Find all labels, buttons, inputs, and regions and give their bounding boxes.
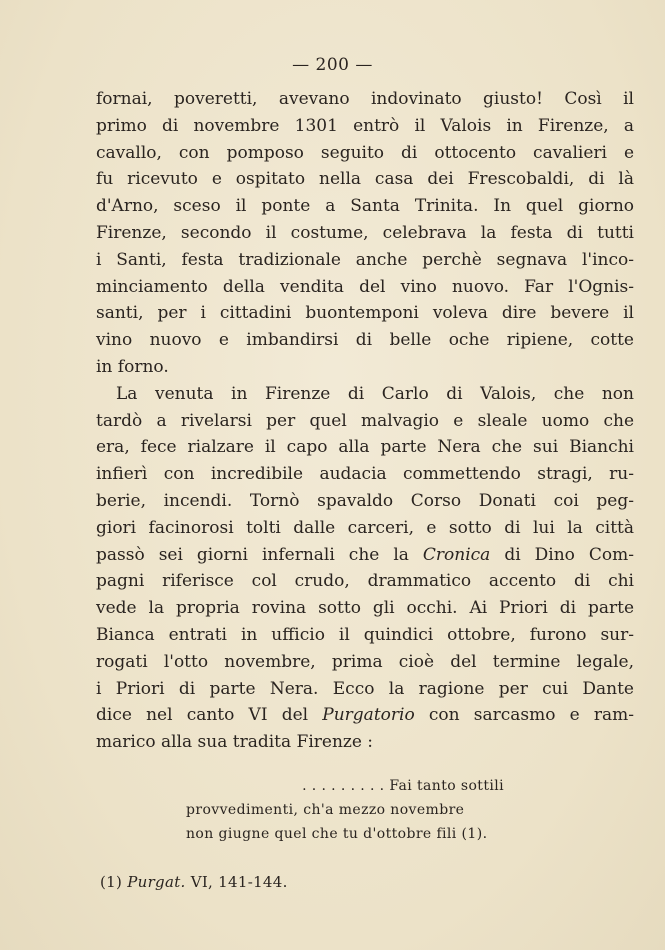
verse-line: provvedimenti, ch'a mezzo novembre <box>186 802 465 818</box>
text-line: infierì con incredibile audacia commettendo stragi, ru- <box>96 464 634 485</box>
text-line: tardò a rivelarsi per quel malvagio e sleale uomo che <box>96 410 634 431</box>
text-line: santi, per i cittadini buontemponi voleva dire bevere il <box>96 303 634 324</box>
verse-quotation <box>186 774 526 846</box>
line-start: passò sei giorni infernali che la <box>96 544 409 565</box>
footnote-marker: (1) <box>100 873 123 891</box>
footnote-work: Purgat. <box>127 873 186 891</box>
text-line-with-italic <box>96 542 634 569</box>
text-line: primo di novembre 1301 entrò il Valois in Firenze, a <box>96 115 634 136</box>
text-line: i Santi, festa tradizionale anche perchè segnava l'inco- <box>96 249 634 270</box>
text-line: fornai, poveretti, avevano indovinato giusto! Così il <box>96 89 634 109</box>
text-line: giori facinorosi tolti dalle carceri, e sotto di lui la città <box>96 517 634 538</box>
text-line: minciamento della vendita del vino nuovo. Far l'Ognis- <box>96 276 634 297</box>
paragraph-1 <box>96 86 634 381</box>
text-line: d'Arno, sceso il ponte a Santa Trinita. In quel giorno <box>96 196 634 217</box>
line-end: con sarcasmo e ram- <box>428 705 635 726</box>
text-line: vino nuovo e imbandirsi di belle oche ripiene, cotte <box>96 330 634 351</box>
text-line-with-italic <box>96 702 634 729</box>
text-line: cavallo, con pomposo seguito di ottocento cavalieri e <box>96 142 634 163</box>
verse-line: non giugne quel che tu d'ottobre fili (1). <box>186 826 488 842</box>
body-text <box>96 86 634 756</box>
line-end: di Dino Com- <box>504 544 634 565</box>
footnote <box>100 873 288 891</box>
text-line: Firenze, secondo il costume, celebrava la festa di tutti <box>96 222 634 243</box>
line-start: dice nel canto VI del <box>96 705 309 726</box>
text-line: vede la propria rovina sotto gli occhi. Ai Priori di parte <box>96 598 634 619</box>
text-line: era, fece rialzare il capo alla parte Nera che sui Bianchi <box>96 437 634 458</box>
text-line: fu ricevuto e ospitato nella casa dei Frescobaldi, di là <box>96 169 634 190</box>
text-line: rogati l'otto novembre, prima cioè del termine legale, <box>96 651 634 672</box>
text-line: La venuta in Firenze di Carlo di Valois, che non <box>116 383 634 404</box>
footnote-reference: VI, 141-144. <box>190 873 288 891</box>
italic-title-cronica: Cronica <box>422 544 491 565</box>
text-line: berie, incendi. Tornò spavaldo Corso Donati coi peg- <box>96 490 634 511</box>
text-line: Bianca entrati in ufficio il quindici ottobre, furono sur- <box>96 624 634 645</box>
verse-line: . . . . . . . . . Fai tanto sottili <box>302 778 504 794</box>
text-line: i Priori di parte Nera. Ecco la ragione per cui Dante <box>96 678 634 699</box>
page-number: — 200 — <box>292 55 373 75</box>
italic-title-purgatorio: Purgatorio <box>322 705 415 726</box>
text-line: marico alla sua tradita Firenze : <box>96 732 374 753</box>
text-line: in forno. <box>96 356 169 377</box>
text-line: pagni riferisce col crudo, drammatico accento di chi <box>96 571 634 592</box>
paragraph-2 <box>96 381 634 756</box>
